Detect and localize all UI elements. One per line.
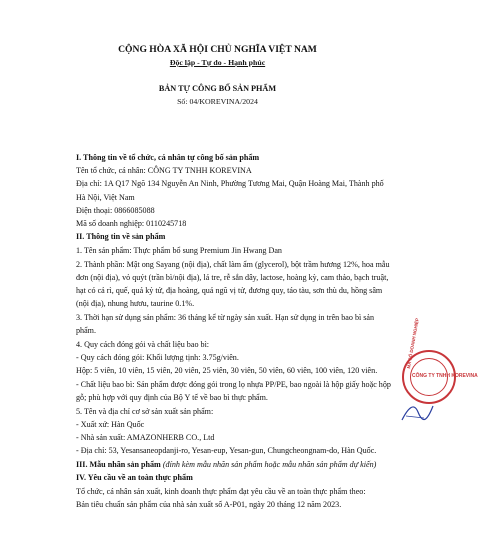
shelf-life-line-2: phẩm. bbox=[76, 326, 97, 335]
section-3-title: III. Mẫu nhãn sản phẩm bbox=[76, 460, 161, 469]
section-3-note: (đính kèm mẫu nhãn sản phẩm hoặc mẫu nhãn sản phẩm dự kiến) bbox=[162, 460, 377, 469]
packaging-spec: - Quy cách đóng gói: Khối lượng tịnh: 3.75g/viên. bbox=[76, 353, 239, 362]
document-number: Số: 04/KOREVINA/2024 bbox=[177, 97, 258, 106]
document-title: BẢN TỰ CÔNG BỐ SẢN PHẨM bbox=[158, 84, 277, 93]
packaging-material-line-2: gỗ; phù hợp với quy định của Bộ Y tế về bao bì thực phẩm. bbox=[76, 393, 268, 402]
safety-requirement-line-2: Bản tiêu chuẩn sản phẩm của nhà sản xuất số A-P01, ngày 20 tháng 12 năm 2023. bbox=[76, 500, 342, 509]
company-seal bbox=[402, 317, 478, 404]
origin: - Xuất xứ: Hàn Quốc bbox=[76, 420, 145, 429]
packaging-box-sizes: Hộp: 5 viên, 10 viên, 15 viên, 20 viên, 25 viên, 30 viên, 50 viên, 60 viên, 100 viên, 120 viên. bbox=[76, 366, 378, 375]
seal-ring-text: MÃ SỐ DOANH NGHIỆP bbox=[406, 317, 420, 369]
ingredients-line-1: 2. Thành phần: Mật ong Sayang (nội địa), chất làm ẩm (glycerol), bột trầm hương 12%, hoa mẫu bbox=[76, 260, 390, 269]
motto: Độc lập - Tự do - Hạnh phúc bbox=[169, 58, 266, 67]
ingredients-line-3: hạt có cả rì, quế, quả kỷ tử, địa hoàng, quả ngũ vị tử, đương quy, táo tàu, sơn thù du, hồng sâm bbox=[76, 286, 383, 295]
packaging-heading: 4. Quy cách đóng gói và chất liệu bao bì: bbox=[76, 340, 210, 349]
section-3-heading bbox=[76, 460, 376, 470]
org-phone: Điện thoại: 0866085088 bbox=[76, 206, 155, 215]
manufacturer-heading: 5. Tên và địa chỉ cơ sở sản xuất sản phẩm: bbox=[76, 407, 214, 416]
org-tax-code: Mã số doanh nghiệp: 0110245718 bbox=[76, 219, 187, 228]
national-title: CỘNG HÒA XÃ HỘI CHỦ NGHĨA VIỆT NAM bbox=[118, 44, 317, 55]
packaging-material-line-1: - Chất liệu bao bì: Sản phẩm được đóng gói trong lọ nhựa PP/PE, bao ngoài là hộp giấy hoặc hộp bbox=[76, 380, 391, 389]
signature-mark bbox=[400, 398, 435, 428]
manufacturer-address: - Địa chỉ: 53, Yesansaneopdanji-ro, Yesan-eup, Yesan-gun, Chungcheongnam-do, Hàn Quốc. bbox=[76, 446, 377, 455]
safety-requirement-line-1: Tổ chức, cá nhân sản xuất, kinh doanh thực phẩm đạt yêu cầu về an toàn thực phẩm theo: bbox=[76, 487, 366, 496]
ingredients-line-2: đơn (nội địa), vỏ quýt (trần bì/nội địa), lá tre, rễ sắn dây, lactose, hoàng kỳ, cam thảo, bạch truật, bbox=[76, 273, 389, 282]
section-1-heading: I. Thông tin về tổ chức, cá nhân tự công bố sản phẩm bbox=[76, 153, 260, 162]
manufacturer-name: - Nhà sản xuất: AMAZONHERB CO., Ltd bbox=[76, 433, 215, 442]
ingredients-line-4: (nội địa), nhung hươu, taurine 0.1%. bbox=[76, 299, 195, 308]
org-address-line-1: Địa chỉ: 1A Q17 Ngõ 134 Nguyễn An Ninh, Phường Tương Mai, Quận Hoàng Mai, Thành phố bbox=[76, 179, 384, 188]
seal-center-text: CÔNG TY TNHH KOREVINA bbox=[412, 373, 478, 379]
shelf-life-line-1: 3. Thời hạn sử dụng sản phẩm: 36 tháng kể từ ngày sản xuất. Hạn sử dụng in trên bao bì sản bbox=[76, 313, 375, 322]
section-2-heading: II. Thông tin về sản phẩm bbox=[76, 232, 166, 241]
org-name: Tên tổ chức, cá nhân: CÔNG TY TNHH KOREVINA bbox=[76, 166, 252, 175]
section-4-heading: IV. Yêu cầu về an toàn thực phẩm bbox=[76, 473, 193, 482]
org-address-line-2: Hà Nội, Việt Nam bbox=[76, 193, 135, 202]
product-name: 1. Tên sản phẩm: Thực phẩm bổ sung Premium Jin Hwang Dan bbox=[76, 246, 282, 255]
